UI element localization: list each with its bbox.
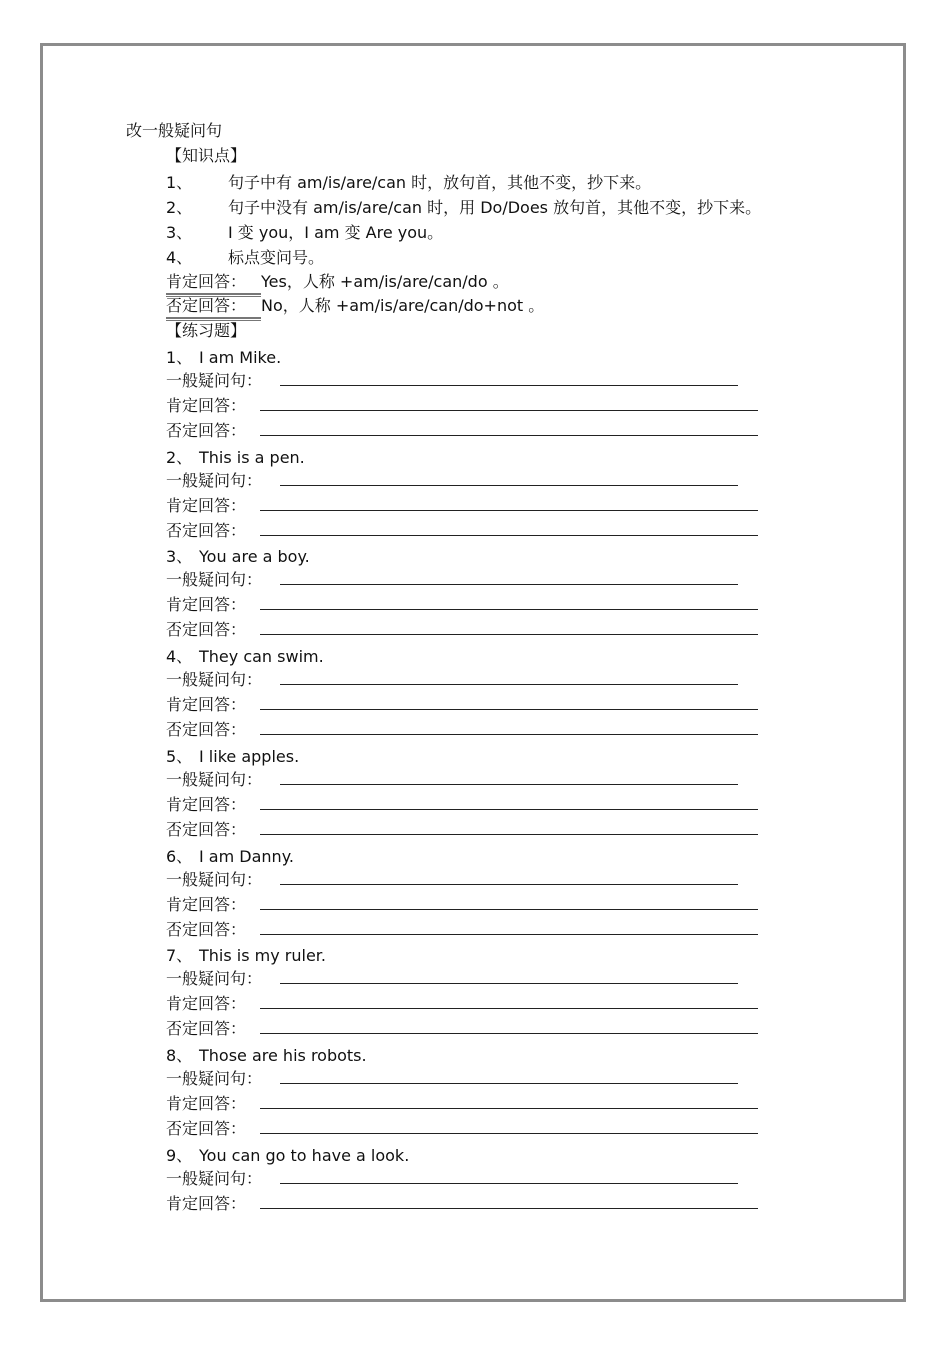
positive-blank-line[interactable] xyxy=(260,510,758,511)
exercise-item xyxy=(166,943,326,966)
question-blank-line[interactable] xyxy=(280,385,738,386)
positive-row-label: 肯定回答： xyxy=(166,794,247,814)
rule-text: 句子中有 am/is/are/can 时，放句首，其他不变，抄下来。 xyxy=(228,173,652,192)
knowledge-header: 【知识点】 xyxy=(166,146,247,165)
exercise-item xyxy=(166,1043,367,1066)
exercise-item xyxy=(166,844,294,867)
positive-row-label: 肯定回答： xyxy=(166,595,247,615)
positive-blank-line[interactable] xyxy=(260,809,758,810)
question-row-label: 一般疑问句： xyxy=(166,670,263,690)
positive-blank-line[interactable] xyxy=(260,1208,758,1209)
positive-blank-line[interactable] xyxy=(260,1008,758,1009)
question-row-label: 一般疑问句： xyxy=(166,1168,263,1188)
exercise-number: 5、 xyxy=(166,746,193,766)
positive-row-label: 肯定回答： xyxy=(166,994,247,1014)
positive-answer-label: 肯定回答： xyxy=(166,269,261,292)
question-row-label: 一般疑问句： xyxy=(166,371,263,390)
positive-blank-line[interactable] xyxy=(260,410,758,411)
rule-number: 3、 xyxy=(166,223,193,242)
negative-blank-line[interactable] xyxy=(260,535,758,536)
exercise-number: 7、 xyxy=(166,946,193,966)
exercise-sentence: I am Mike. xyxy=(199,348,282,367)
exercise-number: 3、 xyxy=(166,547,193,567)
exercise-item xyxy=(166,644,324,667)
exercise-sentence: You can go to have a look. xyxy=(199,1145,410,1165)
negative-row-label: 否定回答： xyxy=(166,421,247,440)
exercise-item xyxy=(166,1143,409,1166)
positive-blank-line[interactable] xyxy=(260,609,758,610)
practice-header: 【练习题】 xyxy=(166,321,247,340)
exercise-sentence: This is a pen. xyxy=(199,447,305,467)
exercise-number: 2、 xyxy=(166,447,193,467)
rule-number: 1、 xyxy=(166,173,193,192)
exercise-item xyxy=(166,544,310,567)
question-row-label: 一般疑问句： xyxy=(166,869,263,889)
question-blank-line[interactable] xyxy=(280,1083,738,1084)
negative-row-label: 否定回答： xyxy=(166,1019,247,1039)
exercise-number: 9、 xyxy=(166,1145,193,1165)
exercise-item xyxy=(166,345,281,368)
positive-answer-rule xyxy=(166,269,509,292)
rule-text: 句子中没有 am/is/are/can 时，用 Do/Does 放句首，其他不变，抄下来。 xyxy=(228,198,762,217)
exercise-sentence: I like apples. xyxy=(199,746,300,766)
negative-row-label: 否定回答： xyxy=(166,919,247,939)
exercise-number: 1、 xyxy=(166,348,193,367)
page-title: 改一般疑问句 xyxy=(126,121,223,140)
exercise-number: 4、 xyxy=(166,647,193,667)
question-row-label: 一般疑问句： xyxy=(166,570,263,590)
question-row-label: 一般疑问句： xyxy=(166,969,263,989)
negative-row-label: 否定回答： xyxy=(166,720,247,740)
rule-4 xyxy=(166,245,324,268)
question-row-label: 一般疑问句： xyxy=(166,1068,263,1088)
negative-row-label: 否定回答： xyxy=(166,819,247,839)
question-blank-line[interactable] xyxy=(280,884,738,885)
negative-blank-line[interactable] xyxy=(260,934,758,935)
negative-row-label: 否定回答： xyxy=(166,1118,247,1138)
negative-answer-label: 否定回答： xyxy=(166,293,261,316)
exercise-sentence: This is my ruler. xyxy=(199,946,326,966)
negative-blank-line[interactable] xyxy=(260,634,758,635)
positive-answer-text: Yes，人称 +am/is/are/can/do 。 xyxy=(261,272,509,291)
positive-row-label: 肯定回答： xyxy=(166,1093,247,1113)
positive-row-label: 肯定回答： xyxy=(166,1193,247,1213)
negative-row-label: 否定回答： xyxy=(166,520,247,540)
rule-3 xyxy=(166,220,443,243)
question-blank-line[interactable] xyxy=(280,684,738,685)
exercise-sentence: They can swim. xyxy=(199,647,324,667)
question-blank-line[interactable] xyxy=(280,1183,738,1184)
exercise-sentence: You are a boy. xyxy=(199,547,310,567)
exercise-sentence: Those are his robots. xyxy=(199,1045,367,1065)
positive-row-label: 肯定回答： xyxy=(166,894,247,914)
negative-answer-rule xyxy=(166,293,544,316)
negative-blank-line[interactable] xyxy=(260,834,758,835)
positive-row-label: 肯定回答： xyxy=(166,495,247,515)
question-blank-line[interactable] xyxy=(280,784,738,785)
negative-blank-line[interactable] xyxy=(260,435,758,436)
question-blank-line[interactable] xyxy=(280,983,738,984)
negative-blank-line[interactable] xyxy=(260,1033,758,1034)
negative-blank-line[interactable] xyxy=(260,1133,758,1134)
question-row-label: 一般疑问句： xyxy=(166,470,263,490)
exercise-item xyxy=(166,744,299,767)
positive-blank-line[interactable] xyxy=(260,709,758,710)
rule-number: 2、 xyxy=(166,198,193,217)
positive-blank-line[interactable] xyxy=(260,1108,758,1109)
question-blank-line[interactable] xyxy=(280,584,738,585)
rule-1 xyxy=(166,170,651,193)
exercise-item xyxy=(166,445,305,468)
positive-blank-line[interactable] xyxy=(260,909,758,910)
rule-2 xyxy=(166,195,761,218)
positive-row-label: 肯定回答： xyxy=(166,695,247,715)
positive-row-label: 肯定回答： xyxy=(166,396,247,415)
rule-text: I 变 you，I am 变 Are you。 xyxy=(228,223,444,242)
negative-row-label: 否定回答： xyxy=(166,620,247,640)
exercise-number: 6、 xyxy=(166,846,193,866)
exercise-sentence: I am Danny. xyxy=(199,846,294,866)
rule-text: 标点变问号。 xyxy=(228,248,325,267)
question-row-label: 一般疑问句： xyxy=(166,769,263,789)
negative-answer-text: No，人称 +am/is/are/can/do+not 。 xyxy=(261,296,545,315)
rule-number: 4、 xyxy=(166,248,193,267)
question-blank-line[interactable] xyxy=(280,485,738,486)
negative-blank-line[interactable] xyxy=(260,734,758,735)
exercise-number: 8、 xyxy=(166,1045,193,1065)
